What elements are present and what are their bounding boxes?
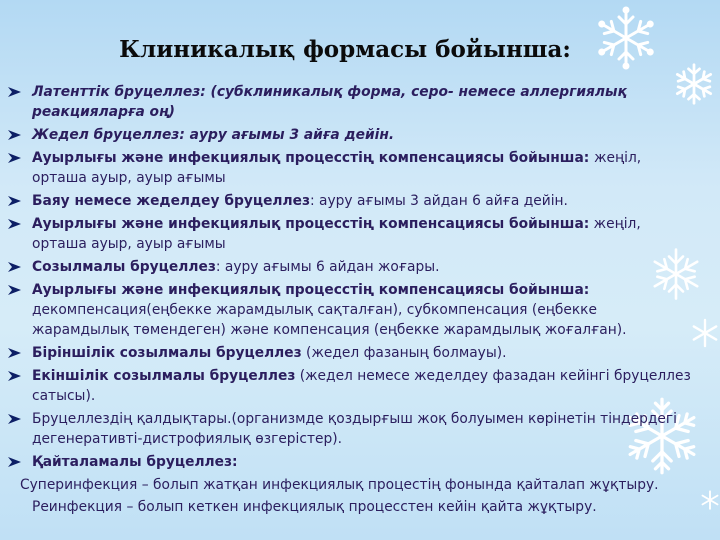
item-bold-text: Ауырлығы және инфекциялық процесстің компенсациясы бойынша: bbox=[32, 282, 590, 298]
arrow-bullet-icon bbox=[8, 261, 21, 273]
arrow-bullet-icon bbox=[8, 195, 21, 207]
list-item bbox=[8, 452, 698, 472]
arrow-bullet-icon bbox=[8, 284, 21, 296]
item-text: (жедел фазаның болмауы). bbox=[301, 345, 507, 361]
snowflake-icon bbox=[700, 490, 720, 510]
arrow-bullet-icon bbox=[8, 129, 21, 141]
item-text: жеңіл, орташа ауыр, ауыр ағымы bbox=[32, 216, 641, 252]
list-item bbox=[8, 125, 698, 145]
page-title: Клиникалық формасы бойынша: bbox=[119, 36, 571, 63]
item-bold-text: Созылмалы бруцеллез bbox=[32, 259, 216, 275]
item-bold-text: Баяу немесе жеделдеу бруцеллез bbox=[32, 193, 311, 209]
item-text: декомпенсация(еңбекке жарамдылық сақталған), субкомпенсация (еңбекке жарамдылық төмендеген) және компенсация (еңбекке жарамдылық жоғалған). bbox=[32, 302, 627, 338]
list-item bbox=[8, 343, 698, 363]
item-text: жеңіл, орташа ауыр, ауыр ағымы bbox=[32, 150, 642, 186]
arrow-bullet-icon bbox=[8, 152, 21, 164]
arrow-bullet-icon bbox=[8, 218, 21, 230]
item-text: : ауру ағымы 3 айдан 6 айға дейін. bbox=[310, 193, 568, 209]
arrow-bullet-icon bbox=[8, 456, 21, 468]
item-bold-text: Жедел бруцеллез: ауру ағымы 3 айға дейін. bbox=[32, 127, 395, 143]
item-bold-text: Біріншілік созылмалы бруцеллез bbox=[32, 345, 302, 361]
list-item bbox=[8, 191, 698, 211]
item-bold-text: Қайталамалы бруцеллез: bbox=[32, 454, 238, 470]
tail-line-superinfection: Суперинфекция – болып жатқан инфекциялық процестің фонында қайталап жұқтыру. bbox=[20, 477, 659, 493]
list-item bbox=[8, 409, 698, 449]
item-text: : ауру ағымы 6 айдан жоғары. bbox=[215, 259, 440, 275]
bullet-list bbox=[8, 82, 698, 517]
list-item bbox=[8, 214, 698, 254]
list-item bbox=[8, 280, 698, 340]
arrow-bullet-icon bbox=[8, 370, 21, 382]
item-bold-text: Екіншілік созылмалы бруцеллез bbox=[32, 368, 296, 384]
list-item bbox=[8, 257, 698, 277]
item-text: (жедел немесе жеделдеу фазадан кейінгі бруцеллез сатысы). bbox=[32, 368, 691, 404]
tail-line-reinfection: Реинфекция – болып кеткен инфекциялық процесстен кейін қайта жұқтыру. bbox=[32, 499, 597, 515]
arrow-bullet-icon bbox=[8, 413, 21, 425]
list-item bbox=[8, 366, 698, 406]
list-item bbox=[8, 82, 698, 122]
list-item bbox=[8, 148, 698, 188]
item-bold-text: Ауырлығы және инфекциялық процесстің компенсациясы бойынша: bbox=[32, 150, 595, 166]
arrow-bullet-icon bbox=[8, 86, 21, 98]
item-bold-text: Латенттік бруцеллез: (субклиникалық форма, серо- немесе аллергиялық реакцияларға оң) bbox=[32, 84, 627, 120]
item-text: Бруцеллездің қалдықтары.(организмде қоздырғыш жоқ болуымен көрінетін тіндердегі дегенеративті-дистрофиялық өзгерістер). bbox=[32, 411, 677, 447]
item-bold-text: Ауырлығы және инфекциялық процесстің компенсациясы бойынша: bbox=[32, 216, 590, 232]
arrow-bullet-icon bbox=[8, 347, 21, 359]
